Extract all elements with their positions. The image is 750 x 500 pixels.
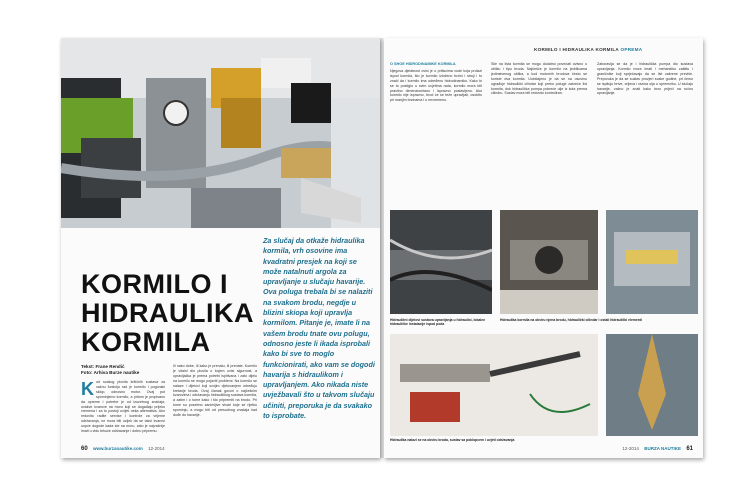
photo-cylinder-assembly — [606, 210, 698, 314]
credits-text-author: Tekst: Frane Rendić — [81, 364, 125, 369]
body-text: Ili nako dobe, ili kako je prenatu, ili prenate. Kormilo je vitalni dio plovila o kojem ovisi sigurnost, a upravljačka je prema potrebi ispitivana i zato dijelu na kormilu se mogu pojaviti problemi. Na kormilu se nalaze i dijelovi koji svojim djelovanjem određuju kretanje broda. Ovaj članak govori o najčešćim kvarovima i održavanju hidrauličkog sustava kormila, a zatim i o tome kako i što pripremiti na brodu. Pri tome su posebno zanimljive stvari koje se rijetko spominju, a mogu biti od presudnog značaja kad dođe do havarije. — [173, 364, 257, 418]
right-page — [384, 38, 703, 458]
hero-photo-hydraulic-system — [61, 38, 380, 228]
left-page — [61, 38, 380, 458]
page-number: 60 — [81, 446, 88, 452]
photo-caption-2: Hidraulika kormila na okviru njena brodu, hidraulički cilindar i ostali hidraulički elementi — [500, 318, 642, 322]
headline-line: KORMILA — [81, 327, 211, 357]
photo-caption-3: Hidraulika nalazi se na okviru broda, sustav sa poklopcem i uvjeti održavanja — [390, 438, 515, 442]
body-text: Sile na lista kormila se mogu dodatno povećati ovisno o obliku i tipu broda. Najčešće je kormilo na jedrilicama jedinstvenog oblika, a kod motornih brodova često se koriste dva kormila. Uobičajeno je da se na osovinu ugrađuje hidraulički cilindar koji preko poluge zakreće list kormila, dok hidraulička pumpa pokreće ulje iz kola prema cilindru. Sustav mora biti redovito kontroliran. — [491, 62, 587, 96]
hydraulic-pump-illustration — [500, 210, 598, 314]
folio-date: 12-2014 — [148, 446, 165, 451]
running-header — [534, 47, 642, 52]
article-credits — [81, 364, 139, 376]
cylinder-assembly-illustration — [606, 210, 698, 314]
photo-rudder-blade — [606, 334, 698, 436]
photo-caption-1: Hidraulični dijelovi sustava upravljanja u hidraulici, lokalne hidrauličke instalacije ispod poda — [390, 318, 486, 327]
page-number: 61 — [686, 446, 693, 452]
body-column-1 — [81, 380, 165, 438]
article-headline — [81, 270, 254, 357]
folio-website: www.burzanautike.com — [92, 446, 143, 451]
running-header-section: OPREMA — [620, 47, 643, 52]
body-text: Zaboravlja se da je i hidraulička pumpa dio sustava upravljanja. Kormilo mora imati i mehaničku zaštitu i graničnike koji sprječavaju da se list zakrene previše. Preporuka je da se sustav provjeri svake godine, pri čemu se ispituju brtve, crijeva i razina ulja u spremniku. U slučaju havarije, važno je znati kako brzo prijeći na ručno upravljanje. — [597, 62, 693, 96]
left-folio — [81, 446, 165, 452]
lead-paragraph: Za slučaj da otkaže hidraulika kormila, vrh osovine ima kvadratni presjek na koji se može natalnuti argola za upravljanje u slučaju havarije. Ova poluga trebala bi se nalaziti na svakom brodu, negdje u blizini skiopa koji upravlja kormilom. Pitanje je, imate li na vašem brodu tnate ovu polugu, odnosno jeste li ikada isprobali kako bi sve to moglo funkcionirati, ako vam se dogodi havarija s hidraulikom i upravljanjem. Ako nikada niste uvježbavali što u takvom slučaju učiniti, preporuka je da svakako to isprobate. — [263, 236, 375, 421]
body-column-3 — [597, 62, 693, 200]
body-column-2 — [491, 62, 587, 200]
photo-hydraulic-lines — [390, 210, 492, 314]
hydraulic-lines-illustration — [390, 210, 492, 314]
headline-line: KORMILO I — [81, 269, 228, 299]
body-column-2 — [173, 364, 257, 438]
folio-date: 12-2014 — [622, 446, 639, 451]
body-column-1 — [390, 62, 482, 200]
emergency-tiller-illustration — [390, 334, 598, 436]
credits-photo-source: Foto: Arhiva Burze nautike — [81, 370, 140, 375]
photo-hydraulic-pump — [500, 210, 598, 314]
rudder-blade-illustration — [606, 334, 698, 436]
body-text: od svakog plovila kritičnih sustava za važnu funkciju rad je kormilo i pogonski sklop, odnosno motor. Ovaj put spominjemo kormilo, a pritom je propisano da opreme i potrebe je od izuzetnog značaja, ovakve kvarove na moru koji se događaju prijeko vremena i za to postoji uvijek neka alternativa. Ako redovito radite servise i kontrole za vrijeme održavanja, ne mora biti uvijek da se takvi kvarovi uopće dogode kada ste na moru, zato je najvažnije imati u vidu tekuće održavanje i dobru pripremu. — [81, 380, 165, 434]
hydraulic-machinery-illustration — [61, 38, 380, 228]
photo-emergency-tiller — [390, 334, 598, 436]
section-subhead: O SHOE HIDRODINAMIKE KORMILA — [390, 62, 456, 66]
headline-line: HIDRAULIKA — [81, 298, 254, 328]
body-text: Njegova djelatnost ovisi je o pritiscima vode koja prolazi ispod kormila, što je kormilo izloženo brzini i struji i to znači da i kormilo ima određenu hidrodinamiku. Kako bi se to postiglo u svim uvjetima rada, kormilo mora biti pravilno dimenzionirano i ispravno postavljeno. Ako kormilo nije ispravno, brod će se teže upravljati, osobito pri manjim brzinama i u nevremenu. — [390, 68, 482, 103]
folio-brand: BURZA NAUTIKE — [644, 446, 682, 451]
right-folio — [622, 446, 693, 452]
running-header-title: KORMILO I HIDRAULIKA KORMILA — [534, 47, 619, 52]
drop-cap: K — [81, 380, 94, 399]
